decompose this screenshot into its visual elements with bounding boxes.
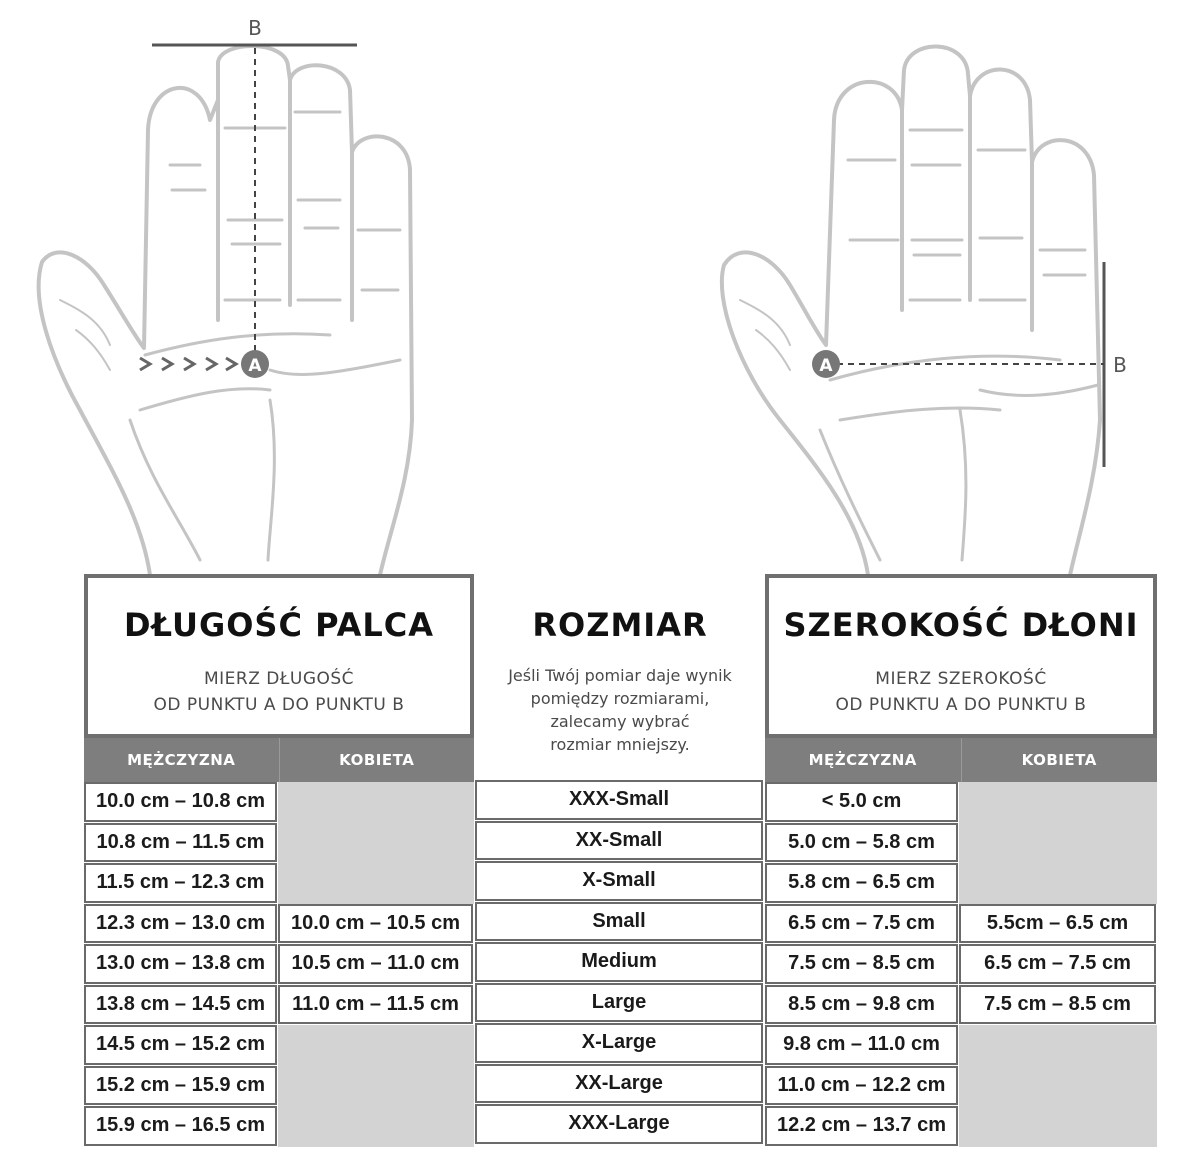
size-section [475, 574, 765, 756]
table-cell-men: 8.5 cm – 9.8 cm [765, 985, 958, 1025]
table-cell-men: 15.9 cm – 16.5 cm [84, 1106, 277, 1146]
column-header-men: MĘŻCZYZNA [808, 751, 917, 769]
table-cell-men: 5.0 cm – 5.8 cm [765, 823, 958, 863]
size-cell: XXX-Large [475, 1104, 763, 1144]
table-cell-men: 14.5 cm – 15.2 cm [84, 1025, 277, 1065]
table-cell-men: 15.2 cm – 15.9 cm [84, 1066, 277, 1106]
column-headers [84, 738, 474, 782]
finger-length-header [84, 574, 474, 738]
table-cell-women: 10.0 cm – 10.5 cm [278, 904, 473, 944]
section-subtitle [769, 666, 1153, 718]
right-hand-illustration [722, 46, 1100, 575]
section-subtitle [88, 666, 470, 718]
point-b-label: B [1113, 353, 1127, 377]
note-line: rozmiar mniejszy. [550, 735, 690, 754]
palm-width-header [765, 574, 1157, 738]
size-cell: Medium [475, 942, 763, 982]
subtitle-line: OD PUNKTU A DO PUNKTU B [153, 695, 405, 715]
point-b-label: B [248, 16, 262, 40]
table-cell-men: 10.8 cm – 11.5 cm [84, 823, 277, 863]
size-list [475, 780, 763, 1145]
palm-width-section [765, 574, 1157, 1147]
empty-cell [278, 1025, 474, 1147]
table-cell-women: 6.5 cm – 7.5 cm [959, 944, 1156, 984]
table-cell-men: 13.8 cm – 14.5 cm [84, 985, 277, 1025]
empty-cell [959, 1025, 1157, 1147]
size-cell: XX-Small [475, 821, 763, 861]
table-cell-women: 7.5 cm – 8.5 cm [959, 985, 1156, 1025]
table-cell-women: 10.5 cm – 11.0 cm [278, 944, 473, 984]
subtitle-line: OD PUNKTU A DO PUNKTU B [835, 695, 1087, 715]
section-title: DŁUGOŚĆ PALCA [123, 606, 434, 644]
column-headers [765, 738, 1157, 782]
note-line: Jeśli Twój pomiar daje wynik [508, 666, 732, 685]
finger-length-section [84, 574, 474, 1147]
column-header-women: KOBIETA [961, 738, 1158, 782]
size-cell: Small [475, 902, 763, 942]
size-cell: X-Large [475, 1023, 763, 1063]
table-cell-men: 11.5 cm – 12.3 cm [84, 863, 277, 903]
size-cell: XXX-Small [475, 780, 763, 820]
palm-width-table [765, 782, 1157, 1147]
column-header-men: MĘŻCZYZNA [127, 751, 236, 769]
point-a-label: A [819, 356, 833, 376]
table-cell-men: 12.2 cm – 13.7 cm [765, 1106, 958, 1146]
table-cell-men: 13.0 cm – 13.8 cm [84, 944, 277, 984]
table-cell-women: 5.5cm – 6.5 cm [959, 904, 1156, 944]
point-a-label: A [248, 356, 262, 376]
table-cell-men: 10.0 cm – 10.8 cm [84, 782, 277, 822]
table-cell-women: 11.0 cm – 11.5 cm [278, 985, 473, 1025]
table-cell-men: 5.8 cm – 6.5 cm [765, 863, 958, 903]
size-note [475, 664, 765, 756]
column-header-women: KOBIETA [279, 738, 475, 782]
left-hand-illustration [39, 46, 412, 575]
empty-cell [278, 782, 474, 904]
left-hand-measure-lines [140, 45, 357, 378]
table-cell-men: 6.5 cm – 7.5 cm [765, 904, 958, 944]
note-line: pomiędzy rozmiarami, [530, 689, 710, 708]
right-hand-measure-lines [812, 262, 1104, 467]
finger-length-table [84, 782, 474, 1147]
subtitle-line: MIERZ DŁUGOŚĆ [203, 669, 355, 689]
table-cell-men: 11.0 cm – 12.2 cm [765, 1066, 958, 1106]
section-title: ROZMIAR [532, 606, 708, 644]
size-cell: X-Small [475, 861, 763, 901]
size-cell: Large [475, 983, 763, 1023]
table-cell-men: < 5.0 cm [765, 782, 958, 822]
table-cell-men: 9.8 cm – 11.0 cm [765, 1025, 958, 1065]
empty-cell [959, 782, 1157, 904]
size-cell: XX-Large [475, 1064, 763, 1104]
table-cell-men: 7.5 cm – 8.5 cm [765, 944, 958, 984]
table-cell-men: 12.3 cm – 13.0 cm [84, 904, 277, 944]
section-title: SZEROKOŚĆ DŁONI [783, 606, 1139, 644]
note-line: zalecamy wybrać [550, 712, 690, 731]
subtitle-line: MIERZ SZEROKOŚĆ [875, 669, 1047, 689]
